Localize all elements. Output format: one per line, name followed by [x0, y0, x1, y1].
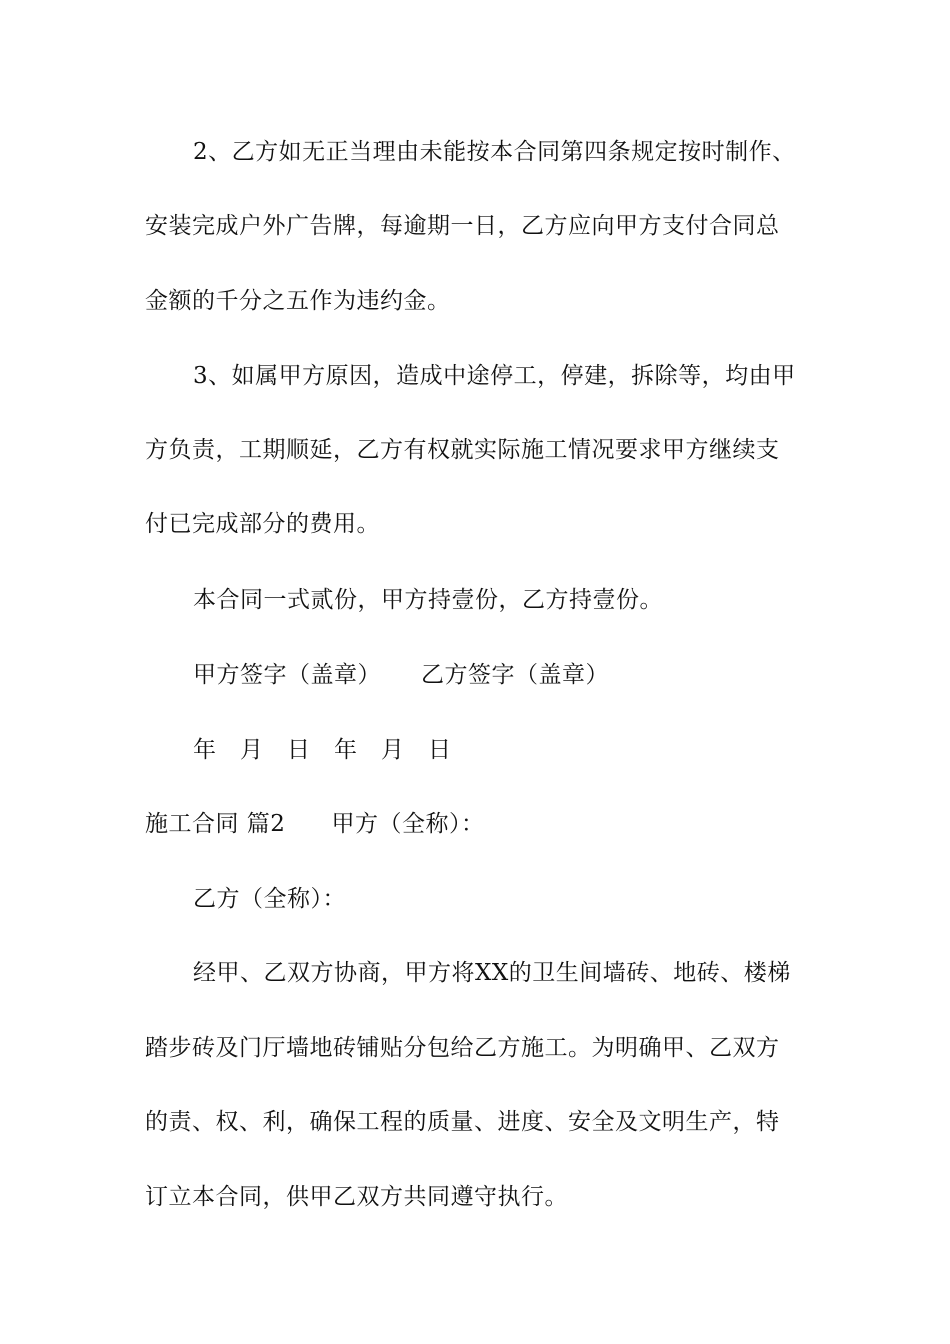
- clause-3-line-3: 付已完成部分的费用。: [145, 511, 380, 537]
- signature-line: [193, 660, 609, 690]
- clause-2-line-1: 2、乙方如无正当理由未能按本合同第四条规定按时制作、: [193, 139, 796, 165]
- clause-2-line-2: 安装完成户外广告牌，每逾期一日，乙方应向甲方支付合同总: [145, 213, 780, 239]
- party-b-full-name-label: 乙方（全称）：: [193, 886, 346, 912]
- section-heading-line: [145, 809, 484, 839]
- party-a-signature-label: 甲方签字（盖章）: [193, 662, 381, 688]
- copies-statement: 本合同一式贰份，甲方持壹份，乙方持壹份。: [193, 587, 663, 613]
- intro-line-2: 踏步砖及门厅墙地砖铺贴分包给乙方施工。为明确甲、乙双方: [145, 1035, 780, 1061]
- clause-3-line-2: 方负责，工期顺延，乙方有权就实际施工情况要求甲方继续支: [145, 437, 780, 463]
- intro-line-4: 订立本合同，供甲乙双方共同遵守执行。: [145, 1184, 568, 1210]
- intro-line-1: 经甲、乙双方协商，甲方将XX的卫生间墙砖、地砖、楼梯: [193, 960, 791, 986]
- party-a-full-name-label: 甲方（全称）：: [331, 811, 485, 837]
- clause-2-line-3: 金额的千分之五作为违约金。: [145, 288, 451, 314]
- section-title: 施工合同 篇2: [145, 811, 286, 837]
- clause-3-line-1: 3、如属甲方原因，造成中途停工，停建，拆除等，均由甲: [193, 363, 796, 389]
- party-b-signature-label: 乙方签字（盖章）: [421, 662, 609, 688]
- date-line: 年 月 日 年 月 日: [193, 737, 452, 763]
- intro-line-3: 的责、权、利，确保工程的质量、进度、安全及文明生产，特: [145, 1109, 780, 1135]
